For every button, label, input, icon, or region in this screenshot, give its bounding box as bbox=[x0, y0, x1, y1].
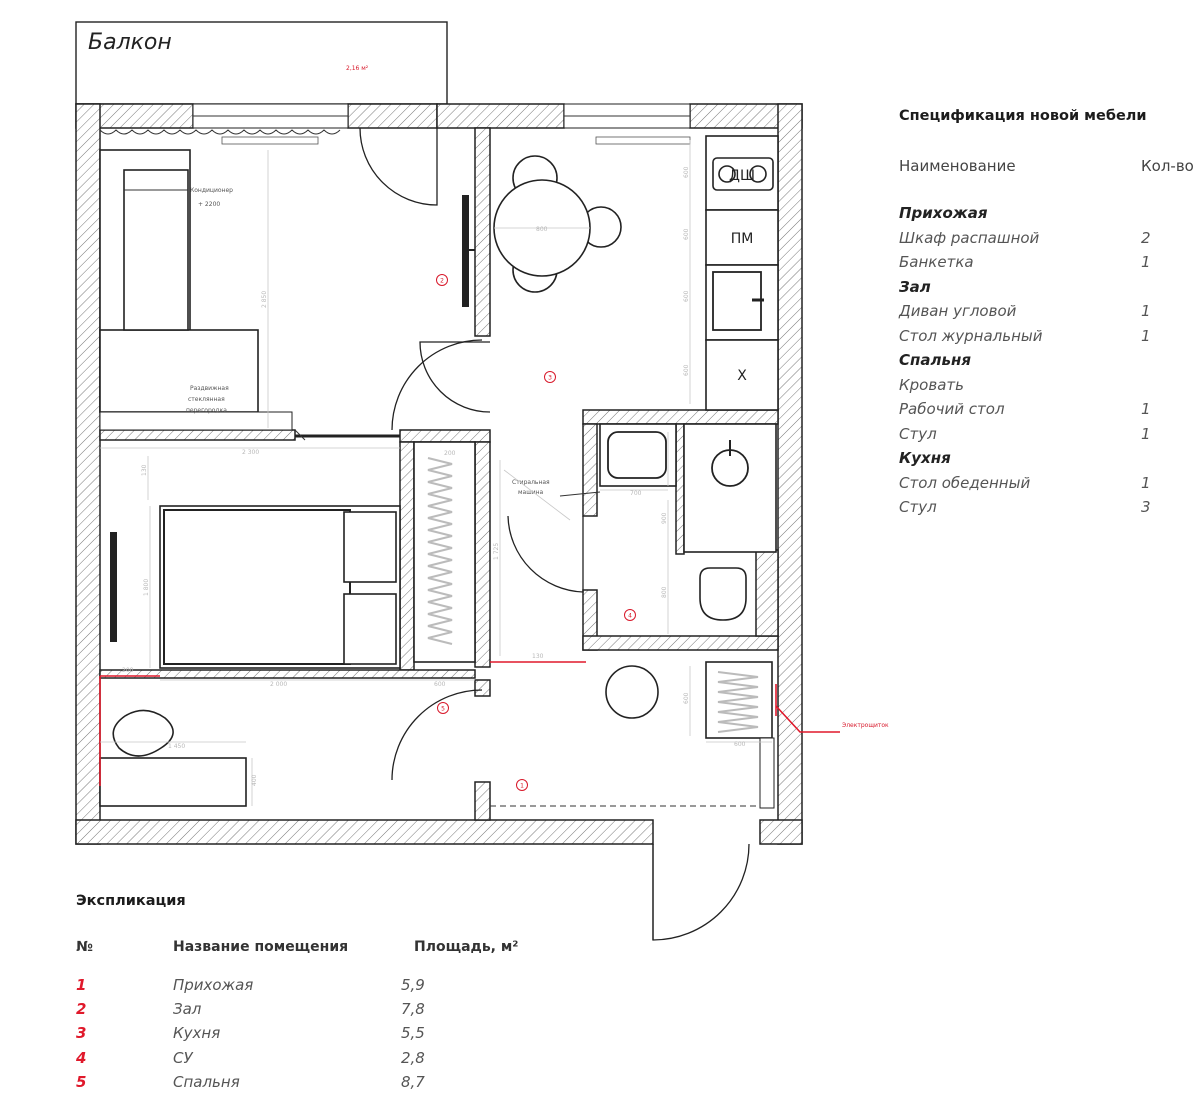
explication-area: 2,8 bbox=[401, 1048, 425, 1067]
svg-text:Раздвижная: Раздвижная bbox=[190, 385, 229, 392]
spec-item-name: Рабочий стол bbox=[899, 400, 1005, 419]
tv-living bbox=[462, 195, 475, 307]
room-marker-1 bbox=[517, 780, 528, 791]
curtain bbox=[100, 130, 340, 134]
room-marker-2 bbox=[437, 275, 448, 286]
spec-col-name: Наименование bbox=[899, 157, 1016, 175]
svg-text:Стиральная: Стиральная bbox=[512, 479, 550, 486]
spec-title: Спецификация новой мебели bbox=[899, 108, 1147, 124]
explication-room: Прихожая bbox=[173, 976, 254, 995]
explication-row bbox=[76, 1046, 596, 1070]
spec-item-name: Стул bbox=[899, 424, 937, 443]
explication-room: Спальня bbox=[173, 1072, 240, 1091]
svg-text:200: 200 bbox=[444, 450, 456, 457]
dining-set bbox=[494, 156, 621, 292]
svg-text:130: 130 bbox=[532, 653, 544, 660]
explication-rows bbox=[76, 973, 596, 1094]
spec-item-qty: 1 bbox=[1141, 326, 1151, 345]
explication-area: 5,9 bbox=[401, 976, 425, 995]
svg-text:1 450: 1 450 bbox=[168, 743, 186, 750]
svg-text:200: 200 bbox=[122, 667, 134, 674]
svg-text:Электрощиток: Электрощиток bbox=[842, 722, 889, 729]
spec-item-row bbox=[899, 373, 1199, 398]
explication-num: 5 bbox=[76, 1072, 87, 1091]
expl-col-room: Название помещения bbox=[173, 939, 349, 955]
svg-text:машина: машина bbox=[518, 489, 544, 496]
svg-text:130: 130 bbox=[141, 464, 148, 476]
spec-item-name: Стол обеденный bbox=[899, 473, 1031, 492]
spec-section-row bbox=[899, 348, 1199, 373]
explication-num: 1 bbox=[76, 976, 87, 995]
svg-text:600: 600 bbox=[683, 692, 690, 704]
spec-item-name: Банкетка bbox=[899, 253, 974, 272]
explication-row bbox=[76, 1070, 596, 1094]
spec-item-row bbox=[899, 299, 1199, 324]
spec-item-qty: 2 bbox=[1141, 228, 1151, 247]
spec-rows bbox=[899, 201, 1199, 520]
svg-text:800: 800 bbox=[661, 586, 668, 598]
spec-item-row bbox=[899, 397, 1199, 422]
spec-item-row bbox=[899, 495, 1199, 520]
spec-item-name: Кровать bbox=[899, 375, 964, 394]
bed bbox=[160, 506, 400, 668]
svg-text:900: 900 bbox=[661, 512, 668, 524]
svg-text:2 300: 2 300 bbox=[242, 449, 260, 456]
explication-num: 2 bbox=[76, 1000, 87, 1019]
furniture-specification bbox=[899, 108, 1199, 520]
svg-text:Кондиционер: Кондиционер bbox=[190, 187, 233, 194]
spec-item-name: Кухня bbox=[899, 449, 951, 468]
desk bbox=[100, 710, 246, 806]
explication-row bbox=[76, 997, 596, 1021]
bedroom-wardrobe bbox=[414, 442, 475, 662]
svg-text:600: 600 bbox=[683, 166, 690, 178]
room-marker-3 bbox=[545, 372, 556, 383]
explication-num: 4 bbox=[76, 1048, 87, 1067]
svg-text:800: 800 bbox=[536, 226, 548, 233]
room-explication bbox=[76, 893, 596, 1094]
bathroom-fixtures bbox=[600, 424, 776, 620]
svg-text:перегородка: перегородка bbox=[186, 407, 227, 414]
svg-text:+ 2200: + 2200 bbox=[198, 201, 221, 208]
explication-area: 5,5 bbox=[401, 1024, 425, 1043]
spec-col-qty: Кол-во bbox=[1141, 157, 1194, 175]
svg-text:стеклянная: стеклянная bbox=[188, 396, 225, 403]
spec-item-qty: 1 bbox=[1141, 424, 1151, 443]
spec-item-name: Стул bbox=[899, 498, 937, 517]
svg-text:2 000: 2 000 bbox=[270, 681, 288, 688]
svg-text:400: 400 bbox=[251, 774, 258, 786]
spec-item-row bbox=[899, 250, 1199, 275]
svg-text:4: 4 bbox=[628, 612, 632, 620]
spec-item-name: Прихожая bbox=[899, 204, 988, 223]
spec-item-name: Шкаф распашной bbox=[899, 228, 1040, 247]
room-marker-4 bbox=[625, 610, 636, 621]
dishwasher-label: ПМ bbox=[730, 231, 754, 247]
spec-item-row bbox=[899, 324, 1199, 349]
cooktop-label: ДШ bbox=[729, 168, 755, 184]
expl-col-area: Площадь, м² bbox=[414, 939, 519, 955]
svg-text:1 800: 1 800 bbox=[143, 578, 150, 596]
spec-item-qty: 1 bbox=[1141, 400, 1151, 419]
spec-item-row bbox=[899, 422, 1199, 447]
balcony-area-note: 2,16 м² bbox=[346, 65, 369, 72]
spec-item-name: Диван угловой bbox=[899, 302, 1017, 321]
room-marker-5 bbox=[438, 703, 449, 714]
svg-text:2 850: 2 850 bbox=[261, 290, 268, 308]
svg-text:2: 2 bbox=[440, 277, 444, 285]
spec-section-row bbox=[899, 446, 1199, 471]
spec-item-qty: 1 bbox=[1141, 473, 1151, 492]
explication-room: Кухня bbox=[173, 1024, 221, 1043]
spec-item-row bbox=[899, 471, 1199, 496]
explication-header bbox=[76, 939, 596, 955]
expl-col-num: № bbox=[76, 939, 93, 955]
explication-row bbox=[76, 1021, 596, 1045]
explication-area: 7,8 bbox=[401, 1000, 425, 1019]
svg-text:700: 700 bbox=[630, 490, 642, 497]
explication-room: СУ bbox=[173, 1048, 193, 1067]
explication-title: Экспликация bbox=[76, 893, 186, 909]
spec-header bbox=[899, 157, 1199, 175]
spec-item-name: Зал bbox=[899, 277, 931, 296]
svg-text:600: 600 bbox=[683, 228, 690, 240]
svg-text:600: 600 bbox=[734, 741, 746, 748]
explication-num: 3 bbox=[76, 1024, 87, 1043]
spec-item-name: Стол журнальный bbox=[899, 326, 1043, 345]
explication-room: Зал bbox=[173, 1000, 202, 1019]
balcony-label: Балкон bbox=[88, 30, 172, 55]
svg-text:1: 1 bbox=[520, 782, 524, 790]
explication-row bbox=[76, 973, 596, 997]
spec-section-row bbox=[899, 201, 1199, 226]
tv-bedroom bbox=[110, 532, 117, 642]
svg-text:600: 600 bbox=[683, 364, 690, 376]
spec-item-name: Спальня bbox=[899, 351, 971, 370]
spec-item-row bbox=[899, 226, 1199, 251]
spec-section-row bbox=[899, 275, 1199, 300]
svg-text:3: 3 bbox=[548, 374, 552, 382]
explication-area: 8,7 bbox=[401, 1072, 425, 1091]
spec-item-qty: 1 bbox=[1141, 302, 1151, 321]
fridge-label: Х bbox=[737, 368, 747, 384]
spec-item-qty: 1 bbox=[1141, 253, 1151, 272]
kitchen-units bbox=[706, 136, 778, 410]
svg-text:5: 5 bbox=[441, 705, 445, 713]
svg-text:1 725: 1 725 bbox=[493, 542, 500, 560]
svg-text:600: 600 bbox=[683, 290, 690, 302]
svg-text:600: 600 bbox=[434, 681, 446, 688]
spec-item-qty: 3 bbox=[1141, 498, 1151, 517]
